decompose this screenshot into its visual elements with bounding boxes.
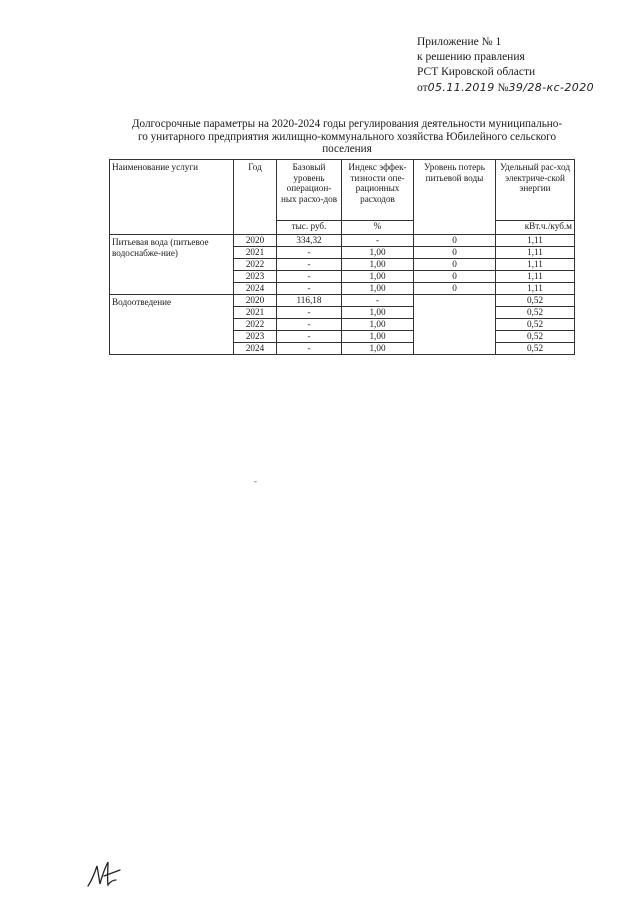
cell-index: 1,00 xyxy=(342,319,414,331)
appendix-decision: к решению правления xyxy=(417,51,525,63)
cell-energy: 1,11 xyxy=(496,283,575,295)
cell-year: 2023 xyxy=(234,271,277,283)
cell-loss: 0 xyxy=(414,259,496,271)
cell-index: 1,00 xyxy=(342,343,414,355)
service-name: Питьевая вода (питьевое водоснабже-ние) xyxy=(110,235,234,295)
table-row xyxy=(110,295,575,307)
header-loss: Уровень потерь питьевой воды xyxy=(414,160,496,235)
header-base: Базовый уровень операцион-ных расхо-дов xyxy=(277,160,342,221)
cell-index: 1,00 xyxy=(342,271,414,283)
cell-index: 1,00 xyxy=(342,259,414,271)
cell-loss: 0 xyxy=(414,235,496,247)
cell-base: - xyxy=(277,259,342,271)
header-service: Наименование услуги xyxy=(110,160,234,235)
cell-year: 2020 xyxy=(234,235,277,247)
cell-year: 2024 xyxy=(234,283,277,295)
cell-energy: 1,11 xyxy=(496,235,575,247)
title-line-1: Долгосрочные параметры на 2020-2024 годы регулирования деятельности муниципально- xyxy=(131,118,563,130)
title-line-2: го унитарного предприятия жилищно-коммунального хозяйства Юбилейного сельского xyxy=(137,130,557,143)
title-line-3: поселения xyxy=(322,143,372,155)
service-name: Водоотведение xyxy=(110,295,234,355)
cell-energy: 1,11 xyxy=(496,259,575,271)
cell-year: 2021 xyxy=(234,247,277,259)
cell-energy: 0,52 xyxy=(496,343,575,355)
cell-energy: 1,11 xyxy=(496,271,575,283)
cell-year: 2022 xyxy=(234,319,277,331)
cell-loss: 0 xyxy=(414,271,496,283)
table-header-row xyxy=(110,160,575,221)
header-index: Индекс эффек-тизности опе-рационных расходов xyxy=(342,160,414,221)
stray-mark: - xyxy=(254,476,257,486)
appendix-authority: РСТ Кировской области xyxy=(417,66,536,78)
unit-base: тыс. руб. xyxy=(277,221,342,235)
appendix-date-number xyxy=(417,80,594,96)
cell-energy: 0,52 xyxy=(496,307,575,319)
cell-energy: 0,52 xyxy=(496,295,575,307)
table-row xyxy=(110,235,575,247)
appendix-from-label: от xyxy=(417,82,428,94)
cell-loss: 0 xyxy=(414,283,496,295)
cell-energy: 1,11 xyxy=(496,247,575,259)
appendix-number-sign: № xyxy=(497,82,509,94)
cell-loss xyxy=(414,295,496,355)
cell-base: 334,32 xyxy=(277,235,342,247)
appendix-date: 05.11.2019 xyxy=(427,81,495,94)
cell-base: - xyxy=(277,307,342,319)
appendix-block xyxy=(417,35,594,96)
cell-index: 1,00 xyxy=(342,247,414,259)
cell-base: - xyxy=(277,247,342,259)
appendix-title: Приложение № 1 xyxy=(417,36,502,48)
cell-index: - xyxy=(342,235,414,247)
appendix-number: 39/28-кс-2020 xyxy=(508,81,594,94)
unit-index: % xyxy=(342,221,414,235)
cell-year: 2020 xyxy=(234,295,277,307)
cell-energy: 0,52 xyxy=(496,331,575,343)
cell-index: 1,00 xyxy=(342,331,414,343)
header-energy: Удельный рас-ход электриче-ской энергии xyxy=(496,160,575,221)
cell-base: 116,18 xyxy=(277,295,342,307)
document-title xyxy=(112,118,582,156)
cell-index: 1,00 xyxy=(342,283,414,295)
header-year: Год xyxy=(234,160,277,235)
cell-year: 2023 xyxy=(234,331,277,343)
cell-loss: 0 xyxy=(414,247,496,259)
cell-year: 2022 xyxy=(234,259,277,271)
cell-base: - xyxy=(277,283,342,295)
signature-icon xyxy=(86,858,124,890)
cell-year: 2024 xyxy=(234,343,277,355)
parameters-table xyxy=(109,159,575,355)
cell-index: - xyxy=(342,295,414,307)
cell-year: 2021 xyxy=(234,307,277,319)
cell-energy: 0,52 xyxy=(496,319,575,331)
cell-base: - xyxy=(277,271,342,283)
cell-index: 1,00 xyxy=(342,307,414,319)
cell-base: - xyxy=(277,331,342,343)
unit-energy: кВт.ч./куб.м xyxy=(496,221,575,235)
cell-base: - xyxy=(277,343,342,355)
cell-base: - xyxy=(277,319,342,331)
